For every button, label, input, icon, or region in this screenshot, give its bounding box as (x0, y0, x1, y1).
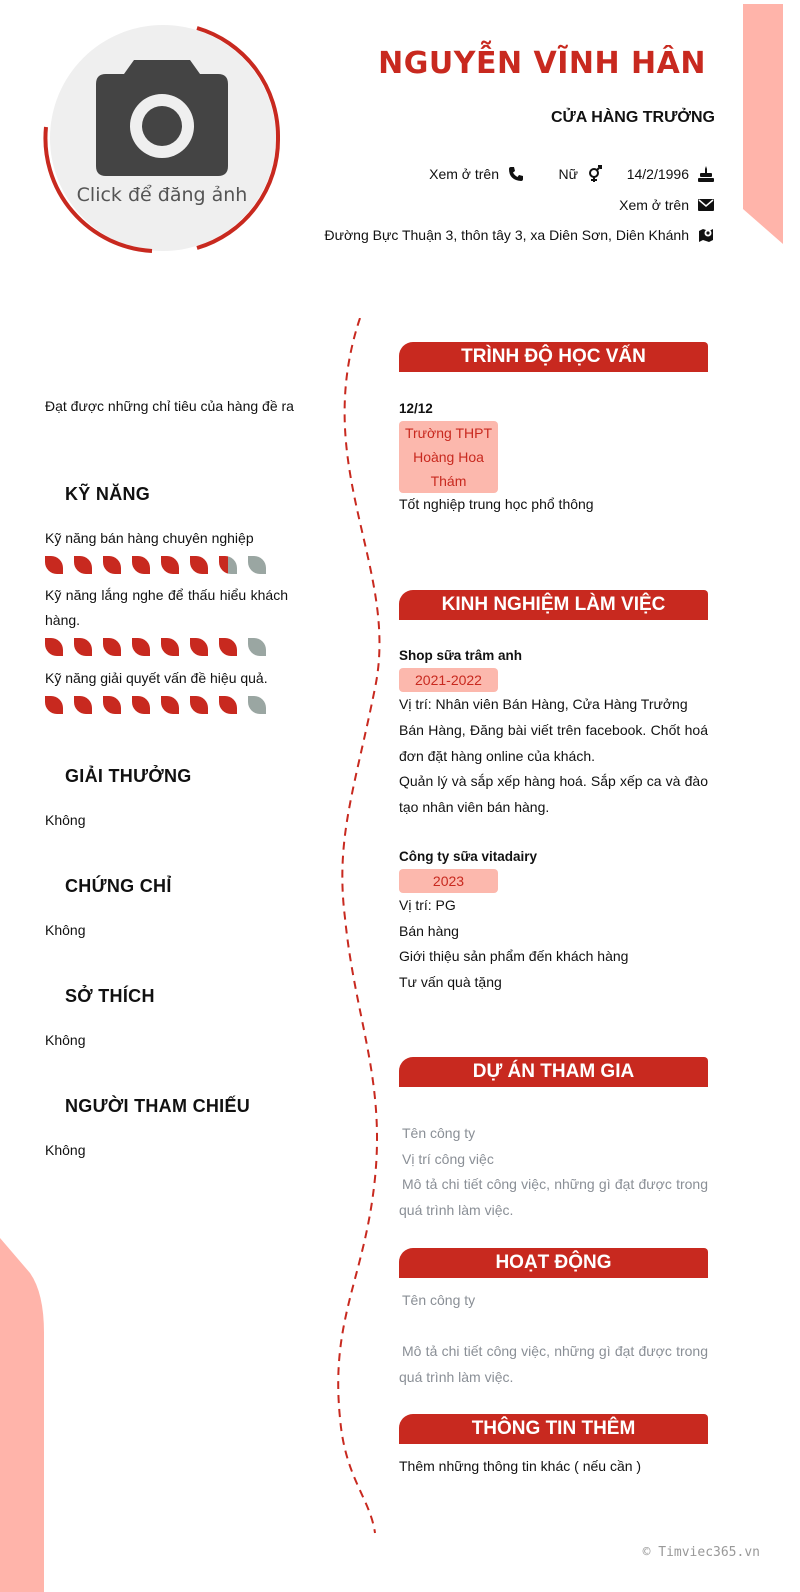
activities-heading: HOẠT ĐỘNG (399, 1248, 708, 1278)
decorative-corner-top-right (743, 4, 783, 244)
awards-text: Không (45, 812, 86, 828)
education-heading: TRÌNH ĐỘ HỌC VẤN (399, 342, 708, 372)
birthday-cake-icon (697, 165, 715, 183)
skill-rating-leaf (132, 696, 150, 714)
job-period: 2023 (399, 869, 498, 893)
skill-rating-leaf (161, 556, 179, 574)
contact-gender (559, 165, 604, 183)
additional-info-heading: THÔNG TIN THÊM (399, 1414, 708, 1444)
skill-rating-leaf (219, 556, 237, 574)
job-detail: Bán Hàng, Đăng bài viết trên facebook. Chốt hoá đơn đặt hàng online của khách. (399, 722, 708, 764)
email-value: Xem ở trên (619, 197, 689, 213)
job-detail: Vị trí: PG (399, 897, 456, 913)
skill-rating-leaf (190, 638, 208, 656)
project-company-placeholder[interactable]: Tên công ty (402, 1125, 476, 1141)
experience-heading: KINH NGHIỆM LÀM VIỆC (399, 590, 708, 620)
project-position-placeholder[interactable]: Vị trí công việc (402, 1151, 494, 1167)
contact-phone (429, 165, 525, 183)
skill-rating-leaf (74, 638, 92, 656)
skill-name: Kỹ năng bán hàng chuyên nghiệp (45, 530, 254, 546)
references-text: Không (45, 1142, 86, 1158)
education-grade: 12/12 (399, 401, 433, 416)
address-value: Đường Bực Thuận 3, thôn tây 3, xa Diên Sơn, Diên Khánh (324, 227, 689, 243)
skill-rating-leaf (132, 638, 150, 656)
skill-rating-leaf (190, 556, 208, 574)
skill-rating-leaf (45, 638, 63, 656)
job-detail: Vị trí: Nhân viên Bán Hàng, Cửa Hàng Trưởng (399, 696, 688, 712)
wave-divider (330, 318, 390, 1538)
contact-address (325, 226, 716, 244)
skill-rating-leaf (248, 556, 266, 574)
decorative-corner-bottom-left (0, 1238, 44, 1592)
skill-rating-leaf (132, 556, 150, 574)
skill-rating-leaf (219, 696, 237, 714)
gender-value: Nữ (558, 166, 578, 182)
job-detail: Giới thiệu sản phẩm đến khách hàng (399, 948, 629, 964)
skill-name: Kỹ năng lắng nghe để thấu hiểu khách hàng. (45, 587, 288, 628)
skill-rating-leaf (103, 696, 121, 714)
skill-rating-leaf (219, 638, 237, 656)
skill-rating (45, 638, 266, 656)
education-description: Tốt nghiệp trung học phổ thông (399, 496, 594, 512)
avatar-upload-label: Click để đăng ảnh (76, 184, 248, 206)
skill-rating-leaf (161, 638, 179, 656)
birthday-value: 14/2/1996 (626, 166, 689, 182)
certificates-heading: CHỨNG CHỈ (65, 876, 172, 896)
skill-rating-leaf (248, 696, 266, 714)
job-company: Công ty sữa vitadairy (399, 849, 538, 864)
skill-rating-leaf (161, 696, 179, 714)
activity-description-placeholder[interactable]: Mô tả chi tiết công việc, những gì đạt được trong quá trình làm việc. (399, 1343, 708, 1385)
skill-rating-leaf (45, 696, 63, 714)
education-school: Trường THPT Hoàng Hoa Thám (399, 421, 498, 493)
gender-icon (586, 165, 604, 183)
skill-rating-leaf (45, 556, 63, 574)
contact-birthday (627, 165, 715, 183)
references-heading: NGƯỜI THAM CHIẾU (65, 1096, 251, 1116)
job-detail: Quản lý và sắp xếp hàng hoá. Sắp xếp ca và đào tạo nhân viên bán hàng. (399, 773, 708, 815)
job-period: 2021-2022 (399, 668, 498, 692)
watermark: © Timviec365.vn (642, 1545, 760, 1560)
project-description-placeholder[interactable]: Mô tả chi tiết công việc, những gì đạt được trong quá trình làm việc. (399, 1176, 708, 1218)
job-detail: Bán hàng (399, 923, 459, 939)
avatar-upload[interactable] (42, 22, 282, 258)
contact-email (619, 196, 715, 214)
job-title: CỬA HÀNG TRƯỞNG (550, 109, 715, 126)
activity-company-placeholder[interactable]: Tên công ty (402, 1292, 476, 1308)
hobbies-text: Không (45, 1032, 86, 1048)
job-company: Shop sữa trâm anh (399, 648, 523, 663)
skill-rating-leaf (103, 556, 121, 574)
phone-value: Xem ở trên (429, 166, 499, 182)
skill-rating-leaf (103, 638, 121, 656)
career-objective: Đạt được những chỉ tiêu của hàng đề ra (45, 398, 294, 414)
skill-rating (45, 556, 266, 574)
job-detail: Tư vấn quà tặng (399, 974, 502, 990)
additional-info-text: Thêm những thông tin khác ( nếu cần ) (399, 1458, 642, 1474)
camera-icon (94, 60, 230, 178)
skill-rating-leaf (74, 696, 92, 714)
map-marker-icon (697, 226, 715, 244)
hobbies-heading: SỞ THÍCH (65, 986, 155, 1006)
awards-heading: GIẢI THƯỞNG (65, 766, 192, 786)
skill-rating-leaf (190, 696, 208, 714)
certificates-text: Không (45, 922, 86, 938)
skill-rating-leaf (74, 556, 92, 574)
skill-rating-leaf (248, 638, 266, 656)
envelope-icon (697, 196, 715, 214)
phone-icon (507, 165, 525, 183)
candidate-name: NGUYỄN VĨNH HÂN (378, 46, 706, 81)
projects-heading: DỰ ÁN THAM GIA (399, 1057, 708, 1087)
skills-heading: KỸ NĂNG (65, 484, 151, 504)
skill-rating (45, 696, 266, 714)
skill-name: Kỹ năng giải quyết vấn đề hiệu quả. (45, 670, 268, 686)
